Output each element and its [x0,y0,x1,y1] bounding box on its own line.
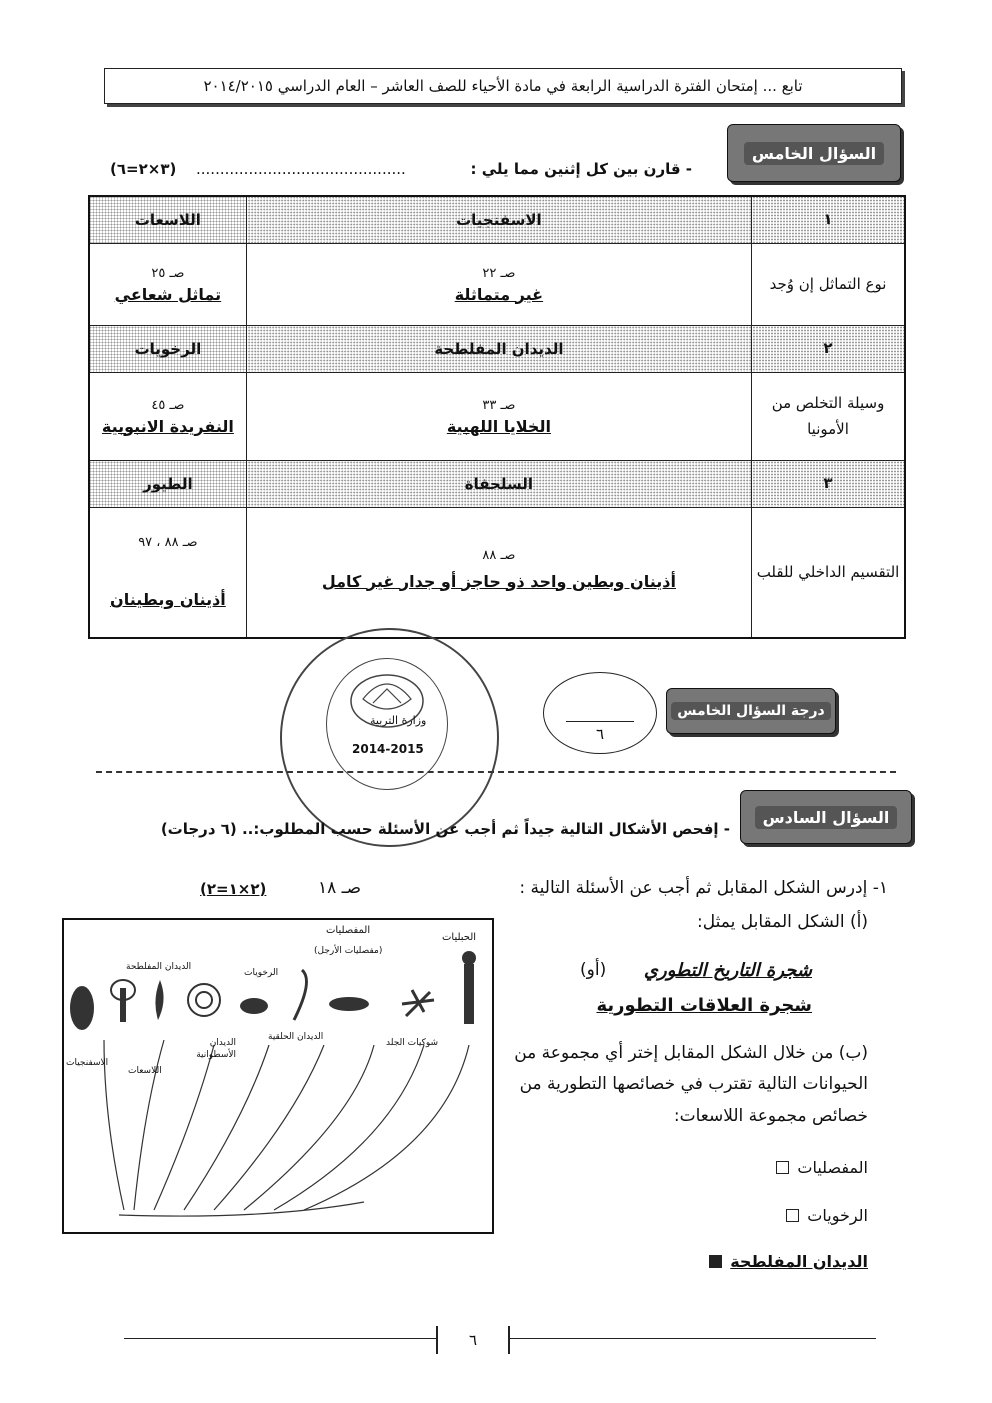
q6-a-question: (أ) الشكل المقابل يمثل: [697,912,868,932]
q6-b-question: (ب) من خلال الشكل المقابل إختر أي مجموعة من الحيوانات التالية تقترب في خصائصها التطورية من خصائص مجموعة اللاسعات: [514,1043,868,1126]
exam-header [104,68,902,104]
row1-answer-1: غير متماثلة [454,284,544,304]
exam-header-title: تابع ... إمتحان الفترة الدراسية الرابعة في مادة الأحياء للصف العاشر – العام الدراسي ٢٠١٤/٢٠١٥ [203,77,803,95]
label-flatworms: الديدان المفلطحة [126,962,192,972]
row2-answer-2: النفريدة الانبوبية [101,416,234,436]
q6-a-answer1: شجرة التاريخ التطوري [643,960,812,981]
q6-a-or: (أو) [580,960,607,980]
label-sponges: الاسفنجيات [66,1058,109,1068]
q6-item1-marks: (٢×١=٢) [200,880,267,898]
q5-label: السؤال الخامس [744,142,884,165]
q6-item1: ١- إدرس الشكل المقابل ثم أجب عن الأسئلة التالية : [519,878,888,898]
comparison-table [88,195,906,639]
official-stamp [280,628,499,847]
row1-header-1: الاسفنجيات [246,196,751,244]
q6-label: السؤال السادس [755,806,898,829]
label-mollusks: الرخويات [244,968,279,978]
row3-page-1: صـ ٨٨ [482,547,516,563]
option-3-label: الديدان المفلطحة [730,1252,868,1271]
q6-a-answer2: شجرة العلاقات التطورية [596,995,812,1016]
row1-header-2: اللاسعات [89,196,246,244]
row2-page-2: صـ ٤٥ [151,397,185,413]
q6-instruction: - إفحص الأشكال التالية جيداً ثم أجب عن الأسئلة حسب المطلوب:.. (٦ درجات) [160,820,730,838]
eagle-icon [327,659,447,739]
row1-page-2: صـ ٢٥ [151,265,185,281]
row2-page-1: صـ ٣٣ [482,397,516,413]
label-segmented: الديدان الحلقية [268,1032,324,1042]
option-1-label: المفصليات [797,1158,868,1177]
q5-label-box [727,124,901,182]
q5-marks: (٣×٢=٦) [110,160,177,178]
row2-number: ٢ [752,326,906,373]
row3-label: التقسيم الداخلي للقلب [752,508,906,638]
q6-item1-page: صـ ١٨ [318,878,362,898]
row1-answer-2: تماثل شعاعي [114,284,222,304]
section-separator [96,771,896,773]
stamp-year: 2014-2015 [352,742,424,756]
q5-grade-label-box [666,688,836,734]
row2-answer-1: الخلايا اللهبية [446,416,551,436]
stamp-ministry: وزارة التربية [370,714,427,727]
row1-number: ١ [752,196,906,244]
q5-grade-value: ٦ [595,725,605,743]
q5-dots: ............................................ [196,160,406,178]
row3-answer-1: أذينان وبطين واحد ذو حاجز أو جدار غير كامل [321,571,676,591]
q5-grade-oval [543,672,657,754]
row3-page-2: صـ ٨٨ ، ٩٧ [138,535,198,551]
option-2-checkbox[interactable] [786,1209,799,1222]
option-1[interactable] [776,1158,868,1177]
row3-answer-2: أذينان وبطينان [110,590,226,610]
row1-label: نوع التماثل إن وُجد [752,244,906,326]
label-arthropods-sub: (مفصليات الأرجل) [314,946,383,956]
label-arthropods: المفصليات [326,925,371,936]
option-3[interactable] [709,1252,868,1271]
option-3-checkbox[interactable] [709,1255,722,1268]
row2-header-1: الديدان المفلطحة [246,326,751,373]
q5-grade-label: درجة السؤال الخامس [671,702,830,720]
row3-header-1: السلحفاة [246,461,751,508]
option-2-label: الرخويات [807,1206,868,1225]
option-2[interactable] [786,1206,868,1225]
label-echinoderms: شوكيات الجلد [386,1038,439,1048]
label-cnidarians: اللاسعات [128,1066,162,1076]
row3-number: ٣ [752,461,906,508]
evolution-tree-diagram [62,918,494,1234]
q6-label-box [740,790,912,844]
row1-page-1: صـ ٢٢ [482,265,516,281]
label-vertebrates: الحبليات [442,932,477,943]
page-number: ٦ [436,1326,510,1354]
row3-header-2: الطيور [89,461,246,508]
q5-instruction: - قارن بين كل إثنين مما يلي : [470,160,692,178]
row2-label: وسيلة التخلص من الأمونيا [752,373,906,461]
row2-header-2: الرخويات [89,326,246,373]
option-1-checkbox[interactable] [776,1161,789,1174]
label-roundworms: الديدان الأسطوانية [196,1038,236,1060]
